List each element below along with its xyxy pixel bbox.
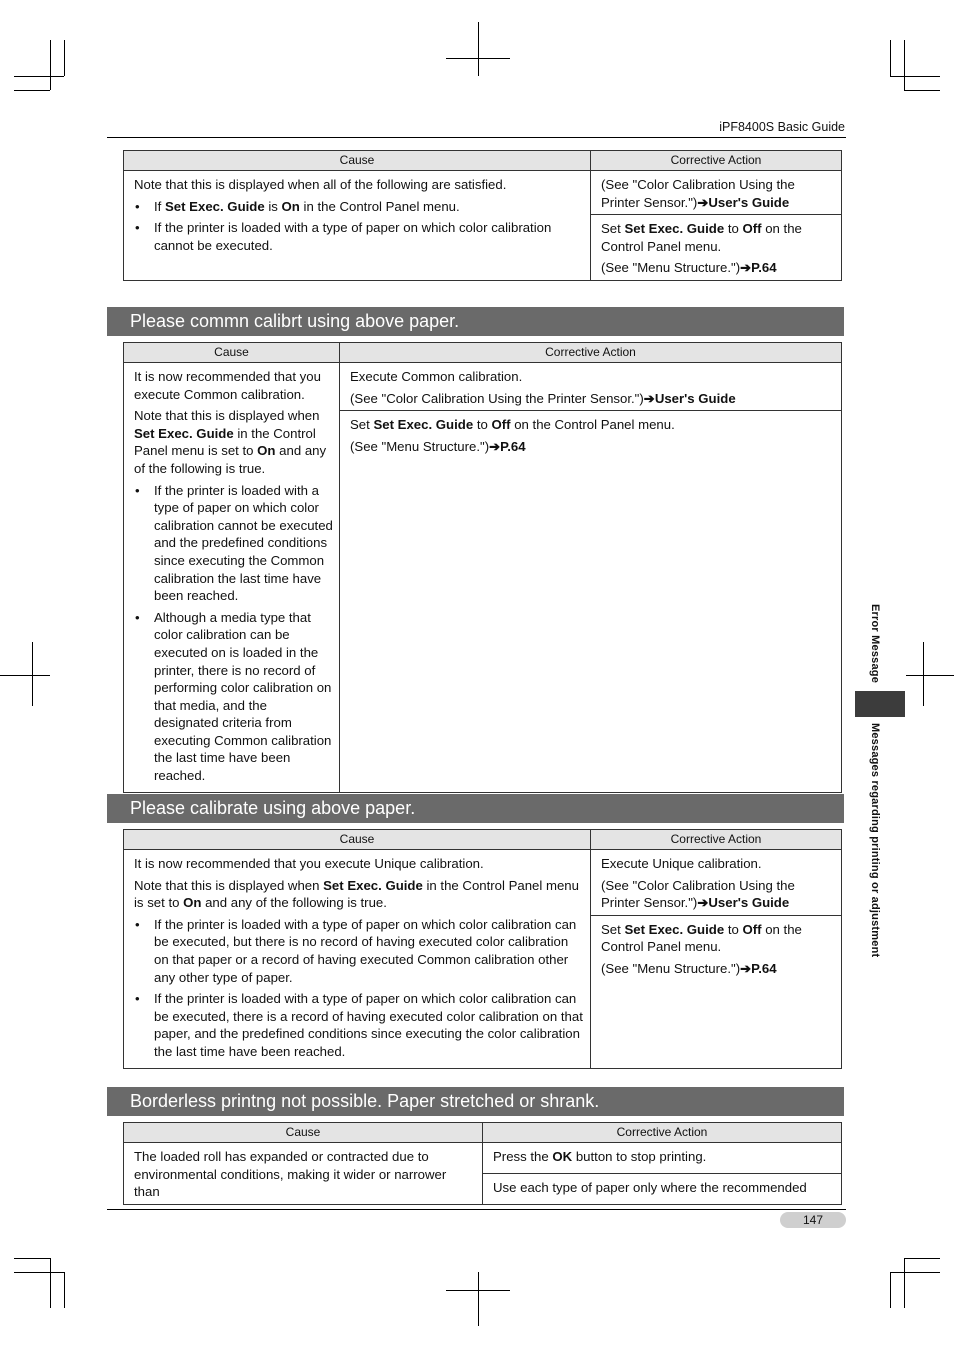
cause-cell: The loaded roll has expanded or contracted due to environmental conditions, making it wider or narrower than <box>124 1143 483 1205</box>
arrow-icon: ➔ <box>740 260 752 276</box>
action-cell: Press the OK button to stop printing. <box>483 1143 842 1174</box>
cause-header: Cause <box>124 151 591 171</box>
cause-header: Cause <box>124 830 591 850</box>
action-header: Corrective Action <box>591 151 842 171</box>
section-title: Borderless printng not possible. Paper stretched or shrank. <box>107 1087 844 1116</box>
cause-cell: It is now recommended that you execute Common calibration. Note that this is displayed when Set Exec. Guide in the Control Panel menu is set to On and any of the following is true. • If the printer is loaded with a type of paper on which color calibration cannot be executed and the predefined conditions since executing the Common calibration the last time have been reached. • Although a media type that color calibration can be executed on is loaded in the printer, there is no record of performing color calibration on that media, and the designated criteria from executing Common calibration the last time have been reached. <box>124 363 340 793</box>
action-cell: Set Set Exec. Guide to Off on the Control Panel menu. (See "Menu Structure.")➔P.64 <box>591 215 842 281</box>
section-tab-label: Messages regarding printing or adjustment <box>869 723 881 958</box>
action-header: Corrective Action <box>591 830 842 850</box>
users-guide-link[interactable]: User's Guide <box>708 895 790 911</box>
page-number: 147 <box>780 1212 846 1228</box>
action-cell: Set Set Exec. Guide to Off on the Control Panel menu. (See "Menu Structure.")➔P.64 <box>340 411 842 792</box>
section-title: Please calibrate using above paper. <box>107 794 844 823</box>
action-cell: Set Set Exec. Guide to Off on the Control Panel menu. (See "Menu Structure.")➔P.64 <box>591 915 842 1068</box>
guide-title: iPF8400S Basic Guide <box>719 120 845 134</box>
action-cell: (See "Color Calibration Using the Printer Sensor.")➔User's Guide <box>591 171 842 215</box>
cause-bullet: • If Set Exec. Guide is On in the Control Panel menu. <box>134 198 581 216</box>
page-link[interactable]: P.64 <box>500 438 526 454</box>
arrow-icon: ➔ <box>489 438 501 454</box>
cause-header: Cause <box>124 1123 483 1143</box>
page-link[interactable]: P.64 <box>751 960 777 976</box>
action-header: Corrective Action <box>340 343 842 363</box>
arrow-icon: ➔ <box>643 390 655 406</box>
chapter-tab-label: Error Message <box>869 604 881 684</box>
arrow-icon: ➔ <box>697 895 709 911</box>
cause-bullet: • If the printer is loaded with a type of paper on which color calibration cannot be executed and the predefined conditions since executing the Common calibration the last time have been reached. <box>134 482 333 605</box>
action-cell: Execute Common calibration. (See "Color Calibration Using the Printer Sensor.")➔User's Guide <box>340 363 842 411</box>
table-common-calibration <box>123 342 842 793</box>
cause-cell <box>124 171 591 281</box>
cause-header: Cause <box>124 343 340 363</box>
cause-bullet: • If the printer is loaded with a type of paper on which color calibration can be executed, there is a record of having executed color calibration on that paper, and the predefined conditions since executing the color calibration the last time have been reached. <box>134 990 583 1060</box>
action-header: Corrective Action <box>483 1123 842 1143</box>
action-cell: Execute Unique calibration. (See "Color Calibration Using the Printer Sensor.")➔User's Guide <box>591 850 842 916</box>
cause-bullet: • Although a media type that color calibration can be executed on is loaded in the printer, there is no record of performing color calibration on that media, and the designated criteria from executing Common calibration the last time have been reached. <box>134 609 333 785</box>
chapter-tab-marker <box>855 691 905 717</box>
footer-rule <box>107 1209 846 1210</box>
cause-bullet: • If the printer is loaded with a type of paper on which color calibration cannot be executed. <box>134 219 581 254</box>
users-guide-link[interactable]: User's Guide <box>654 390 736 406</box>
table-unique-calibration <box>123 829 842 1069</box>
action-cell: Use each type of paper only where the recommended <box>483 1173 842 1204</box>
table-continued <box>123 150 842 281</box>
users-guide-link[interactable]: User's Guide <box>708 194 790 210</box>
page-link[interactable]: P.64 <box>751 260 777 276</box>
cause-intro: Note that this is displayed when all of the following are satisfied. <box>134 177 507 192</box>
arrow-icon: ➔ <box>697 194 709 210</box>
section-title: Please commn calibrt using above paper. <box>107 307 844 336</box>
header-rule <box>107 137 846 138</box>
table-borderless <box>123 1122 842 1205</box>
cause-cell: It is now recommended that you execute Unique calibration. Note that this is displayed when Set Exec. Guide in the Control Panel menu is set to On and any of the following is true. • If the printer is loaded with a type of paper on which color calibration can be executed, but there is no record of having executed color calibration on that paper or a record of having executed Common calibration other any other type of paper. • If the printer is loaded with a type of paper on which color calibration can be executed, there is a record of having executed color calibration on that paper, and the predefined conditions since executing the color calibration the last time have been reached. <box>124 850 591 1069</box>
cause-bullet: • If the printer is loaded with a type of paper on which color calibration can be executed, but there is no record of having executed color calibration on that paper or a record of having executed Common calibration other any other type of paper. <box>134 916 583 986</box>
arrow-icon: ➔ <box>740 960 752 976</box>
